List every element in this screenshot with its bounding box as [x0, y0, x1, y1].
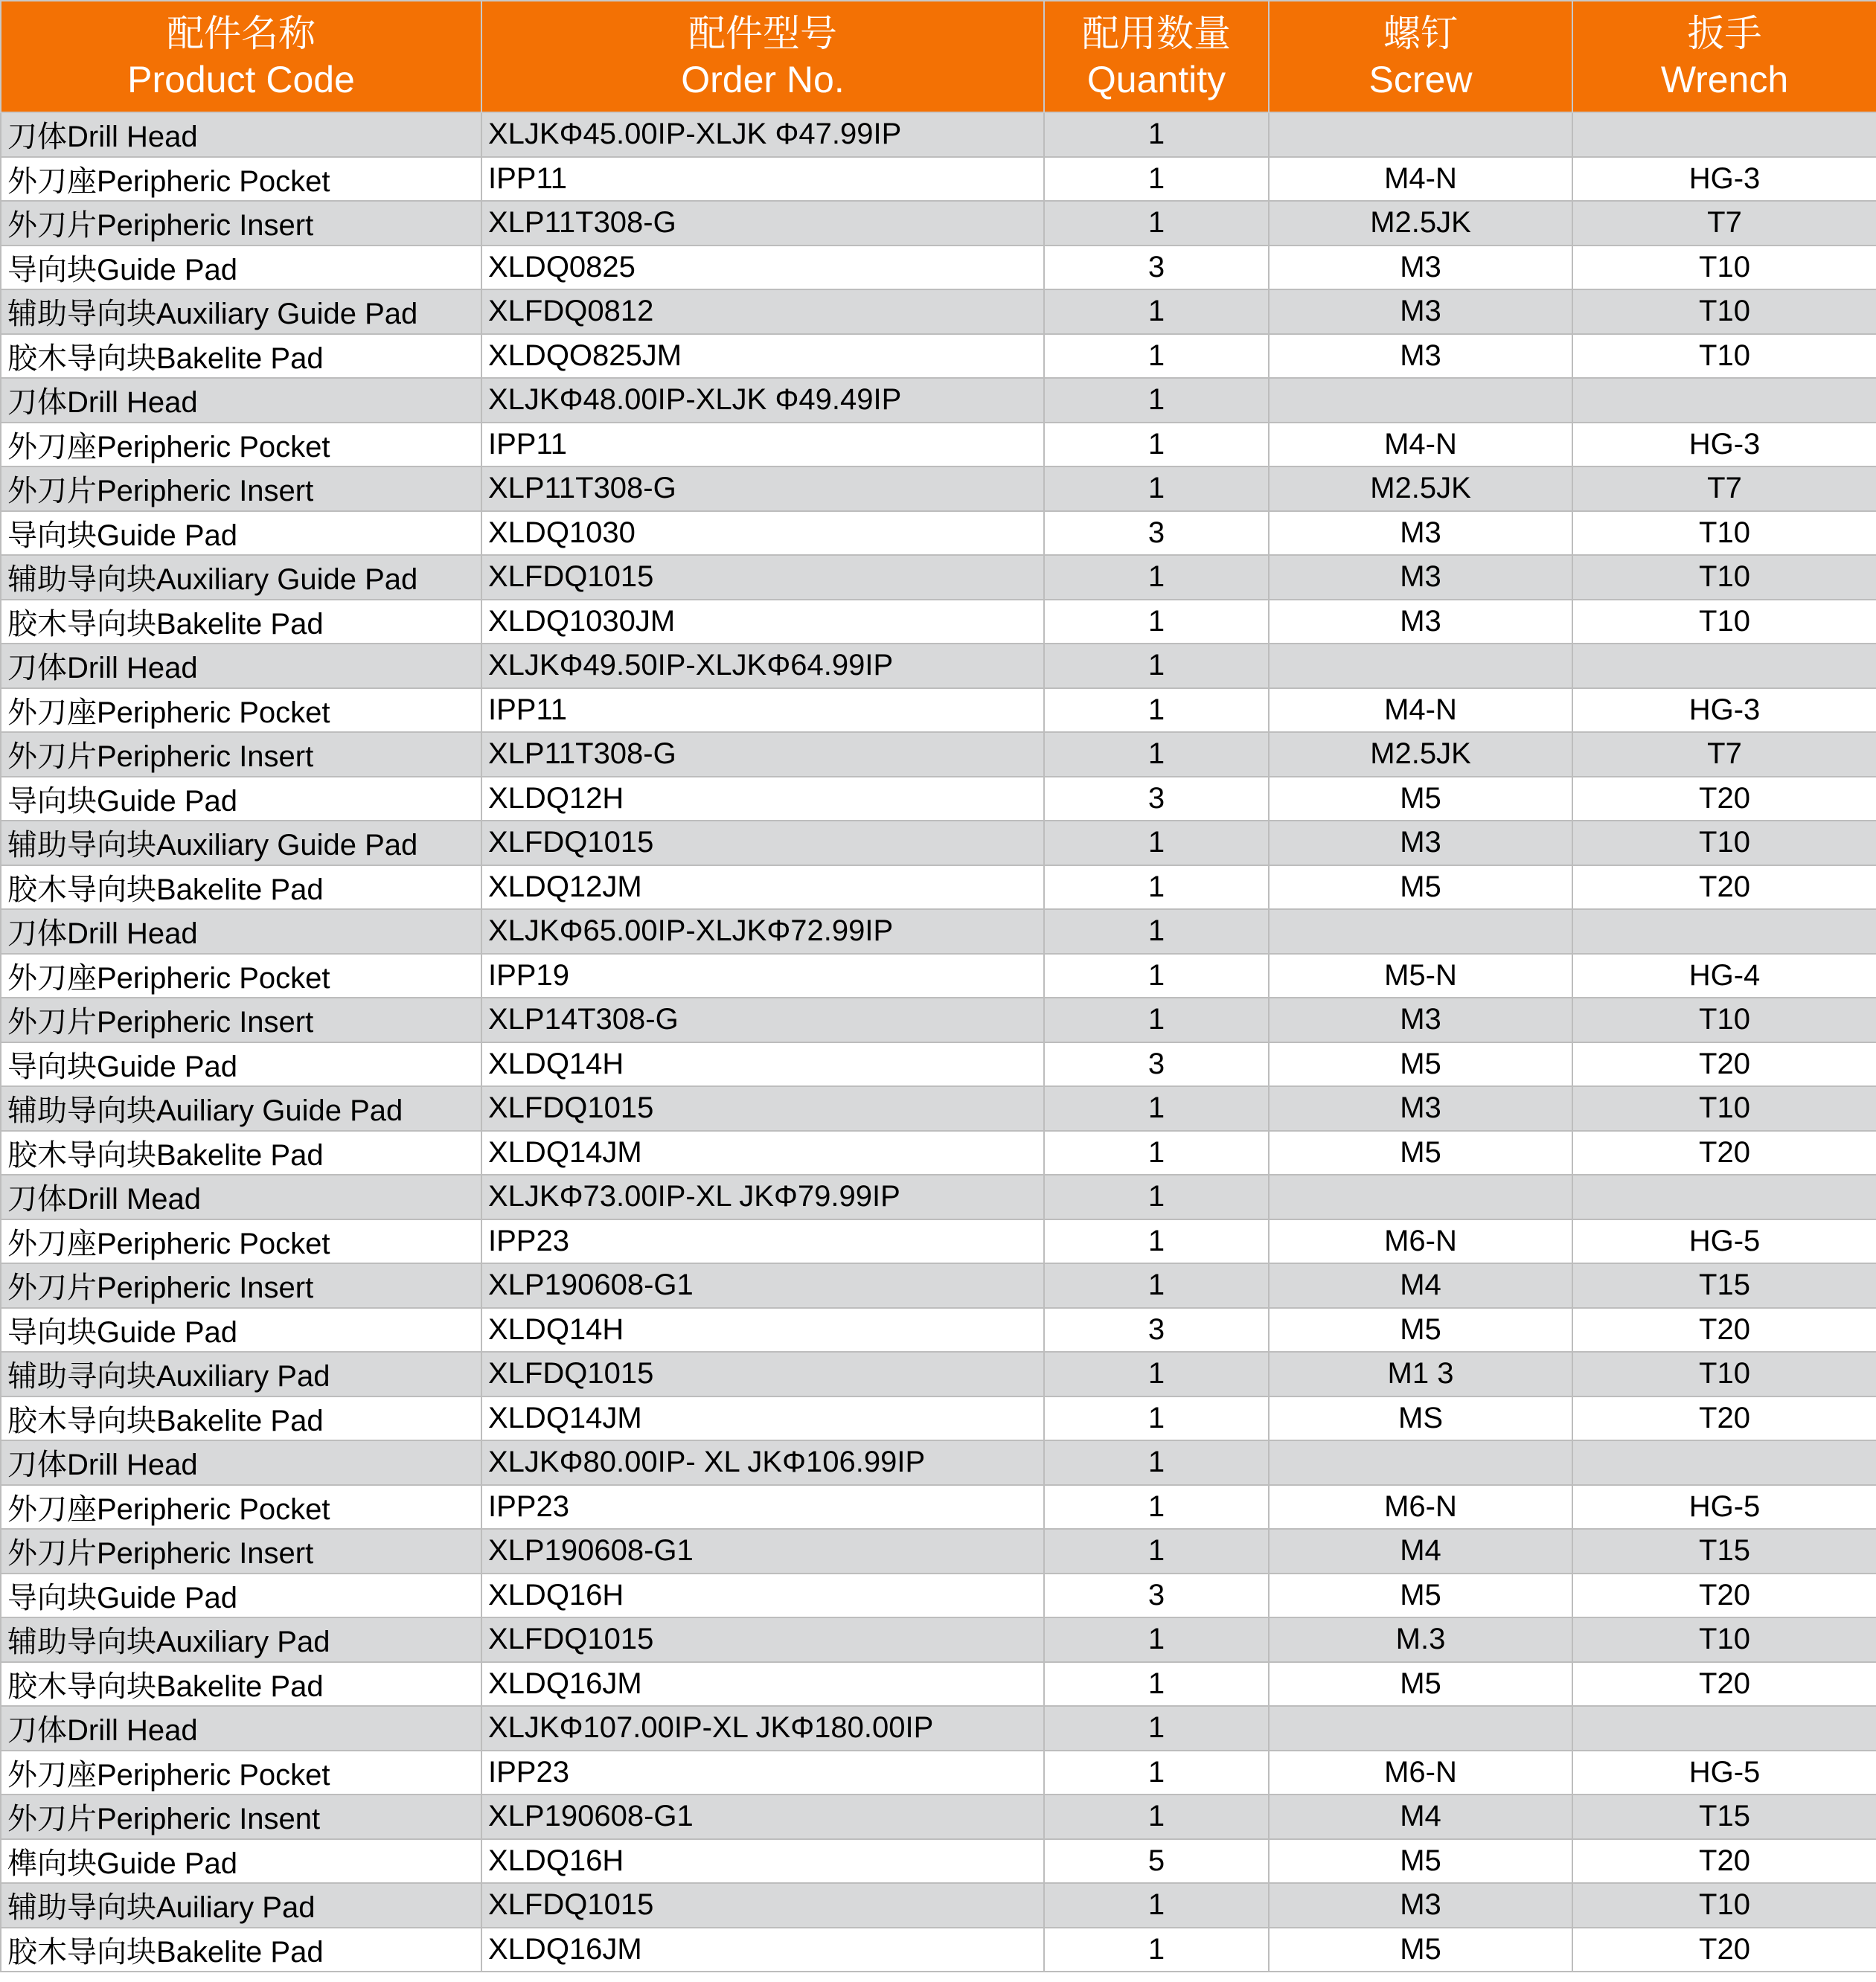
- cell-product-code: 刀体Drill Head: [1, 1440, 481, 1485]
- cell-order-no: XLFDQ1015: [481, 1883, 1044, 1928]
- cell-wrench: T10: [1572, 821, 1876, 865]
- cell-order-no: XLDQ14H: [481, 1308, 1044, 1353]
- cell-quantity: 1: [1044, 289, 1269, 334]
- cell-product-code: 胶木导向块Bakelite Pad: [1, 865, 481, 910]
- cell-product-code: 外刀座Peripheric Pocket: [1, 688, 481, 733]
- table-row: [1, 334, 1876, 379]
- cell-order-no: XLDQ12JM: [481, 865, 1044, 910]
- cell-quantity: 1: [1044, 1175, 1269, 1219]
- header-wrench-en: Wrench: [1660, 59, 1789, 100]
- cell-product-code: 导向块Guide Pad: [1, 1308, 481, 1353]
- cell-order-no: XLFDQ1015: [481, 821, 1044, 865]
- cell-product-code: 导向块Guide Pad: [1, 246, 481, 290]
- cell-wrench: [1572, 378, 1876, 423]
- cell-quantity: 1: [1044, 1396, 1269, 1441]
- cell-order-no: XLP11T308-G: [481, 466, 1044, 511]
- table-row: [1, 1308, 1876, 1353]
- header-quantity-en: Quantity: [1086, 59, 1226, 100]
- cell-screw: [1269, 1440, 1572, 1485]
- cell-screw: M4-N: [1269, 157, 1572, 202]
- cell-order-no: XLDQ16H: [481, 1574, 1044, 1618]
- cell-screw: M3: [1269, 289, 1572, 334]
- cell-screw: M1 3: [1269, 1352, 1572, 1396]
- cell-order-no: XLDQ1030: [481, 511, 1044, 556]
- cell-screw: M2.5JK: [1269, 201, 1572, 246]
- table-row: [1, 1263, 1876, 1308]
- cell-product-code: 胶木导向块Bakelite Pad: [1, 1662, 481, 1707]
- cell-product-code: 导向块Guide Pad: [1, 1042, 481, 1087]
- table-row: [1, 821, 1876, 865]
- cell-product-code: 外刀座Peripheric Pocket: [1, 1751, 481, 1795]
- cell-wrench: [1572, 112, 1876, 157]
- header-row: [1, 1, 1876, 112]
- table-row: [1, 1485, 1876, 1530]
- cell-product-code: 辅助导向块Auxiliary Guide Pad: [1, 289, 481, 334]
- cell-wrench: T10: [1572, 1617, 1876, 1662]
- table-row: [1, 112, 1876, 157]
- cell-screw: M5: [1269, 1131, 1572, 1176]
- cell-quantity: 1: [1044, 334, 1269, 379]
- cell-screw: MS: [1269, 1396, 1572, 1441]
- cell-screw: M4: [1269, 1263, 1572, 1308]
- header-product-code-cn: 配件名称: [167, 13, 316, 54]
- cell-product-code: 外刀片Peripheric Insert: [1, 1529, 481, 1574]
- table-row: [1, 1086, 1876, 1131]
- cell-order-no: XLJKΦ49.50IP-XLJKΦ64.99IP: [481, 644, 1044, 688]
- cell-quantity: 1: [1044, 998, 1269, 1042]
- cell-order-no: XLFDQ1015: [481, 555, 1044, 600]
- table-row: [1, 466, 1876, 511]
- cell-product-code: 辅助寻向块Auxiliary Pad: [1, 1352, 481, 1396]
- cell-wrench: HG-5: [1572, 1219, 1876, 1264]
- cell-product-code: 外刀片Peripheric Insert: [1, 201, 481, 246]
- cell-product-code: 外刀座Peripheric Pocket: [1, 157, 481, 202]
- cell-wrench: T20: [1572, 1839, 1876, 1884]
- cell-quantity: 1: [1044, 378, 1269, 423]
- cell-product-code: 胶木导向块Bakelite Pad: [1, 1396, 481, 1441]
- cell-product-code: 胶木导向块Bakelite Pad: [1, 1928, 481, 1972]
- cell-wrench: HG-5: [1572, 1751, 1876, 1795]
- cell-product-code: 刀体Drill Head: [1, 644, 481, 688]
- cell-screw: M5: [1269, 777, 1572, 821]
- table-row: [1, 157, 1876, 202]
- cell-quantity: 3: [1044, 777, 1269, 821]
- cell-product-code: 外刀片Peripheric Insent: [1, 1795, 481, 1839]
- cell-product-code: 刀体Drill Head: [1, 112, 481, 157]
- cell-order-no: XLDQ16JM: [481, 1662, 1044, 1707]
- cell-wrench: T10: [1572, 998, 1876, 1042]
- cell-order-no: XLJKΦ65.00IP-XLJKΦ72.99IP: [481, 909, 1044, 954]
- cell-product-code: 刀体Drill Head: [1, 1706, 481, 1751]
- cell-screw: M6-N: [1269, 1751, 1572, 1795]
- cell-wrench: [1572, 644, 1876, 688]
- cell-quantity: 1: [1044, 1352, 1269, 1396]
- header-wrench-cn: 扳手: [1687, 13, 1762, 54]
- cell-product-code: 辅助导向块Auxiliary Guide Pad: [1, 821, 481, 865]
- cell-screw: M3: [1269, 821, 1572, 865]
- cell-screw: [1269, 644, 1572, 688]
- header-screw: [1269, 1, 1572, 112]
- cell-wrench: T10: [1572, 1352, 1876, 1396]
- header-quantity: [1044, 1, 1269, 112]
- cell-quantity: 1: [1044, 1219, 1269, 1264]
- table-row: [1, 1574, 1876, 1618]
- cell-screw: [1269, 378, 1572, 423]
- cell-order-no: IPP11: [481, 157, 1044, 202]
- cell-order-no: IPP19: [481, 954, 1044, 998]
- table-row: [1, 511, 1876, 556]
- cell-screw: M3: [1269, 511, 1572, 556]
- cell-quantity: 1: [1044, 423, 1269, 467]
- cell-quantity: 1: [1044, 688, 1269, 733]
- cell-product-code: 胶木导向块Bakelite Pad: [1, 600, 481, 644]
- cell-screw: M5: [1269, 1839, 1572, 1884]
- cell-quantity: 3: [1044, 1308, 1269, 1353]
- header-order-no-cn: 配件型号: [688, 13, 837, 54]
- table-row: [1, 1928, 1876, 1972]
- cell-order-no: IPP23: [481, 1219, 1044, 1264]
- cell-wrench: T10: [1572, 555, 1876, 600]
- cell-screw: M5: [1269, 1662, 1572, 1707]
- cell-quantity: 1: [1044, 157, 1269, 202]
- table-row: [1, 909, 1876, 954]
- cell-quantity: 1: [1044, 1485, 1269, 1530]
- cell-order-no: XLJKΦ73.00IP-XL JKΦ79.99IP: [481, 1175, 1044, 1219]
- cell-quantity: 1: [1044, 1529, 1269, 1574]
- cell-quantity: 1: [1044, 1706, 1269, 1751]
- table-row: [1, 777, 1876, 821]
- cell-wrench: T10: [1572, 246, 1876, 290]
- cell-screw: [1269, 1175, 1572, 1219]
- cell-wrench: T20: [1572, 1662, 1876, 1707]
- header-wrench: [1572, 1, 1876, 112]
- cell-order-no: XLDQ14JM: [481, 1131, 1044, 1176]
- cell-wrench: HG-4: [1572, 954, 1876, 998]
- header-order-no-en: Order No.: [681, 59, 845, 100]
- cell-screw: M5: [1269, 1308, 1572, 1353]
- cell-order-no: XLDQ0825: [481, 246, 1044, 290]
- cell-wrench: T10: [1572, 511, 1876, 556]
- table-row: [1, 1175, 1876, 1219]
- cell-product-code: 辅助导向块Auiliary Guide Pad: [1, 1086, 481, 1131]
- cell-quantity: 1: [1044, 732, 1269, 777]
- cell-screw: M3: [1269, 600, 1572, 644]
- cell-order-no: XLP190608-G1: [481, 1795, 1044, 1839]
- cell-order-no: XLP11T308-G: [481, 201, 1044, 246]
- cell-wrench: T10: [1572, 600, 1876, 644]
- cell-screw: M2.5JK: [1269, 732, 1572, 777]
- cell-order-no: XLJKΦ107.00IP-XL JKΦ180.00IP: [481, 1706, 1044, 1751]
- table-row: [1, 1396, 1876, 1441]
- cell-quantity: 1: [1044, 909, 1269, 954]
- table-row: [1, 201, 1876, 246]
- header-order-no: [481, 1, 1044, 112]
- table-row: [1, 954, 1876, 998]
- cell-wrench: T20: [1572, 777, 1876, 821]
- cell-order-no: IPP23: [481, 1485, 1044, 1530]
- cell-quantity: 1: [1044, 1751, 1269, 1795]
- cell-product-code: 辅助导向块Auiliary Pad: [1, 1883, 481, 1928]
- cell-wrench: T10: [1572, 289, 1876, 334]
- cell-screw: M5: [1269, 1928, 1572, 1972]
- cell-screw: M5-N: [1269, 954, 1572, 998]
- cell-product-code: 外刀片Peripheric Insert: [1, 466, 481, 511]
- cell-order-no: XLFDQ0812: [481, 289, 1044, 334]
- cell-screw: M2.5JK: [1269, 466, 1572, 511]
- cell-quantity: 1: [1044, 1795, 1269, 1839]
- cell-product-code: 辅助导向块Auxiliary Guide Pad: [1, 555, 481, 600]
- cell-order-no: XLDQ16JM: [481, 1928, 1044, 1972]
- header-quantity-cn: 配用数量: [1082, 13, 1231, 54]
- cell-quantity: 1: [1044, 1263, 1269, 1308]
- cell-screw: M3: [1269, 1883, 1572, 1928]
- cell-screw: M5: [1269, 1574, 1572, 1618]
- cell-product-code: 辅助导向块Auxiliary Pad: [1, 1617, 481, 1662]
- cell-order-no: XLDQ14JM: [481, 1396, 1044, 1441]
- cell-wrench: T20: [1572, 1308, 1876, 1353]
- cell-product-code: 外刀片Peripheric Insert: [1, 732, 481, 777]
- cell-product-code: 外刀座Peripheric Pocket: [1, 954, 481, 998]
- cell-screw: M3: [1269, 334, 1572, 379]
- cell-screw: M4: [1269, 1529, 1572, 1574]
- cell-order-no: XLDQ16H: [481, 1839, 1044, 1884]
- cell-wrench: T20: [1572, 1396, 1876, 1441]
- table-row: [1, 1131, 1876, 1176]
- cell-quantity: 1: [1044, 954, 1269, 998]
- cell-order-no: XLP14T308-G: [481, 998, 1044, 1042]
- cell-quantity: 1: [1044, 555, 1269, 600]
- cell-product-code: 胶木导向块Bakelite Pad: [1, 334, 481, 379]
- cell-wrench: HG-3: [1572, 688, 1876, 733]
- cell-wrench: T7: [1572, 201, 1876, 246]
- cell-quantity: 1: [1044, 1086, 1269, 1131]
- cell-quantity: 1: [1044, 644, 1269, 688]
- cell-quantity: 1: [1044, 1617, 1269, 1662]
- cell-screw: M3: [1269, 998, 1572, 1042]
- table-row: [1, 555, 1876, 600]
- cell-wrench: T20: [1572, 1131, 1876, 1176]
- cell-quantity: 1: [1044, 1662, 1269, 1707]
- cell-wrench: HG-5: [1572, 1485, 1876, 1530]
- cell-product-code: 外刀座Peripheric Pocket: [1, 423, 481, 467]
- cell-product-code: 导向块Guide Pad: [1, 1574, 481, 1618]
- table-row: [1, 1529, 1876, 1574]
- cell-wrench: T10: [1572, 1086, 1876, 1131]
- cell-screw: M5: [1269, 865, 1572, 910]
- cell-screw: M3: [1269, 1086, 1572, 1131]
- table-row: [1, 1839, 1876, 1884]
- cell-wrench: T7: [1572, 732, 1876, 777]
- cell-product-code: 外刀座Peripheric Pocket: [1, 1485, 481, 1530]
- cell-quantity: 1: [1044, 821, 1269, 865]
- cell-order-no: XLDQ1030JM: [481, 600, 1044, 644]
- table-row: [1, 1706, 1876, 1751]
- header-product-code-en: Product Code: [127, 59, 355, 100]
- cell-wrench: HG-3: [1572, 157, 1876, 202]
- cell-quantity: 1: [1044, 1440, 1269, 1485]
- cell-order-no: IPP11: [481, 688, 1044, 733]
- table-row: [1, 644, 1876, 688]
- table-header: [1, 1, 1876, 112]
- cell-order-no: XLDQ14H: [481, 1042, 1044, 1087]
- cell-quantity: 1: [1044, 112, 1269, 157]
- cell-quantity: 3: [1044, 1042, 1269, 1087]
- cell-quantity: 3: [1044, 246, 1269, 290]
- cell-quantity: 1: [1044, 201, 1269, 246]
- table-row: [1, 732, 1876, 777]
- cell-wrench: T20: [1572, 865, 1876, 910]
- cell-order-no: XLFDQ1015: [481, 1086, 1044, 1131]
- cell-product-code: 刀体Drill Head: [1, 909, 481, 954]
- cell-screw: M3: [1269, 555, 1572, 600]
- cell-screw: M4: [1269, 1795, 1572, 1839]
- table-body: [1, 112, 1876, 1972]
- cell-wrench: T20: [1572, 1042, 1876, 1087]
- cell-quantity: 3: [1044, 511, 1269, 556]
- cell-wrench: T20: [1572, 1574, 1876, 1618]
- cell-product-code: 外刀片Peripheric Insert: [1, 998, 481, 1042]
- cell-wrench: T7: [1572, 466, 1876, 511]
- cell-order-no: XLFDQ1015: [481, 1352, 1044, 1396]
- table-row: [1, 289, 1876, 334]
- cell-order-no: XLJKΦ80.00IP- XL JKΦ106.99IP: [481, 1440, 1044, 1485]
- cell-order-no: IPP23: [481, 1751, 1044, 1795]
- cell-screw: M6-N: [1269, 1485, 1572, 1530]
- cell-product-code: 胶木导向块Bakelite Pad: [1, 1131, 481, 1176]
- cell-wrench: [1572, 1706, 1876, 1751]
- cell-quantity: 1: [1044, 600, 1269, 644]
- cell-wrench: T15: [1572, 1263, 1876, 1308]
- table-row: [1, 1440, 1876, 1485]
- cell-order-no: XLDQ12H: [481, 777, 1044, 821]
- cell-screw: [1269, 909, 1572, 954]
- cell-order-no: XLJKΦ48.00IP-XLJK Φ49.49IP: [481, 378, 1044, 423]
- table-row: [1, 1617, 1876, 1662]
- table-row: [1, 1662, 1876, 1707]
- table-row: [1, 865, 1876, 910]
- cell-wrench: T20: [1572, 1928, 1876, 1972]
- cell-screw: M4-N: [1269, 423, 1572, 467]
- cell-screw: M6-N: [1269, 1219, 1572, 1264]
- header-screw-en: Screw: [1368, 59, 1473, 100]
- cell-order-no: XLDQO825JM: [481, 334, 1044, 379]
- cell-screw: M.3: [1269, 1617, 1572, 1662]
- cell-wrench: T15: [1572, 1795, 1876, 1839]
- table-row: [1, 1795, 1876, 1839]
- cell-product-code: 刀体Drill Mead: [1, 1175, 481, 1219]
- cell-quantity: 1: [1044, 865, 1269, 910]
- table-row: [1, 423, 1876, 467]
- cell-quantity: 1: [1044, 1883, 1269, 1928]
- table-row: [1, 246, 1876, 290]
- cell-product-code: 刀体Drill Head: [1, 378, 481, 423]
- cell-order-no: XLP11T308-G: [481, 732, 1044, 777]
- cell-quantity: 3: [1044, 1574, 1269, 1618]
- cell-order-no: XLFDQ1015: [481, 1617, 1044, 1662]
- table-row: [1, 600, 1876, 644]
- header-screw-cn: 螺钉: [1383, 13, 1458, 54]
- table-row: [1, 1219, 1876, 1264]
- header-product-code: [1, 1, 481, 112]
- cell-screw: M3: [1269, 246, 1572, 290]
- cell-product-code: 外刀座Peripheric Pocket: [1, 1219, 481, 1264]
- cell-order-no: IPP11: [481, 423, 1044, 467]
- cell-quantity: 1: [1044, 1928, 1269, 1972]
- cell-order-no: XLP190608-G1: [481, 1263, 1044, 1308]
- cell-wrench: [1572, 1440, 1876, 1485]
- cell-quantity: 1: [1044, 466, 1269, 511]
- cell-wrench: HG-3: [1572, 423, 1876, 467]
- table-row: [1, 998, 1876, 1042]
- cell-wrench: T15: [1572, 1529, 1876, 1574]
- cell-wrench: [1572, 909, 1876, 954]
- table-row: [1, 1042, 1876, 1087]
- cell-wrench: T10: [1572, 1883, 1876, 1928]
- cell-product-code: 导向块Guide Pad: [1, 777, 481, 821]
- table-row: [1, 688, 1876, 733]
- cell-screw: [1269, 112, 1572, 157]
- cell-order-no: XLP190608-G1: [481, 1529, 1044, 1574]
- table-row: [1, 1751, 1876, 1795]
- cell-quantity: 5: [1044, 1839, 1269, 1884]
- cell-quantity: 1: [1044, 1131, 1269, 1176]
- cell-screw: [1269, 1706, 1572, 1751]
- table-row: [1, 1883, 1876, 1928]
- cell-product-code: 外刀片Peripheric Insert: [1, 1263, 481, 1308]
- table-row: [1, 378, 1876, 423]
- cell-product-code: 导向块Guide Pad: [1, 511, 481, 556]
- cell-wrench: [1572, 1175, 1876, 1219]
- cell-product-code: 榫向块Guide Pad: [1, 1839, 481, 1884]
- cell-order-no: XLJKΦ45.00IP-XLJK Φ47.99IP: [481, 112, 1044, 157]
- cell-screw: M4-N: [1269, 688, 1572, 733]
- cell-wrench: T10: [1572, 334, 1876, 379]
- cell-screw: M5: [1269, 1042, 1572, 1087]
- table-row: [1, 1352, 1876, 1396]
